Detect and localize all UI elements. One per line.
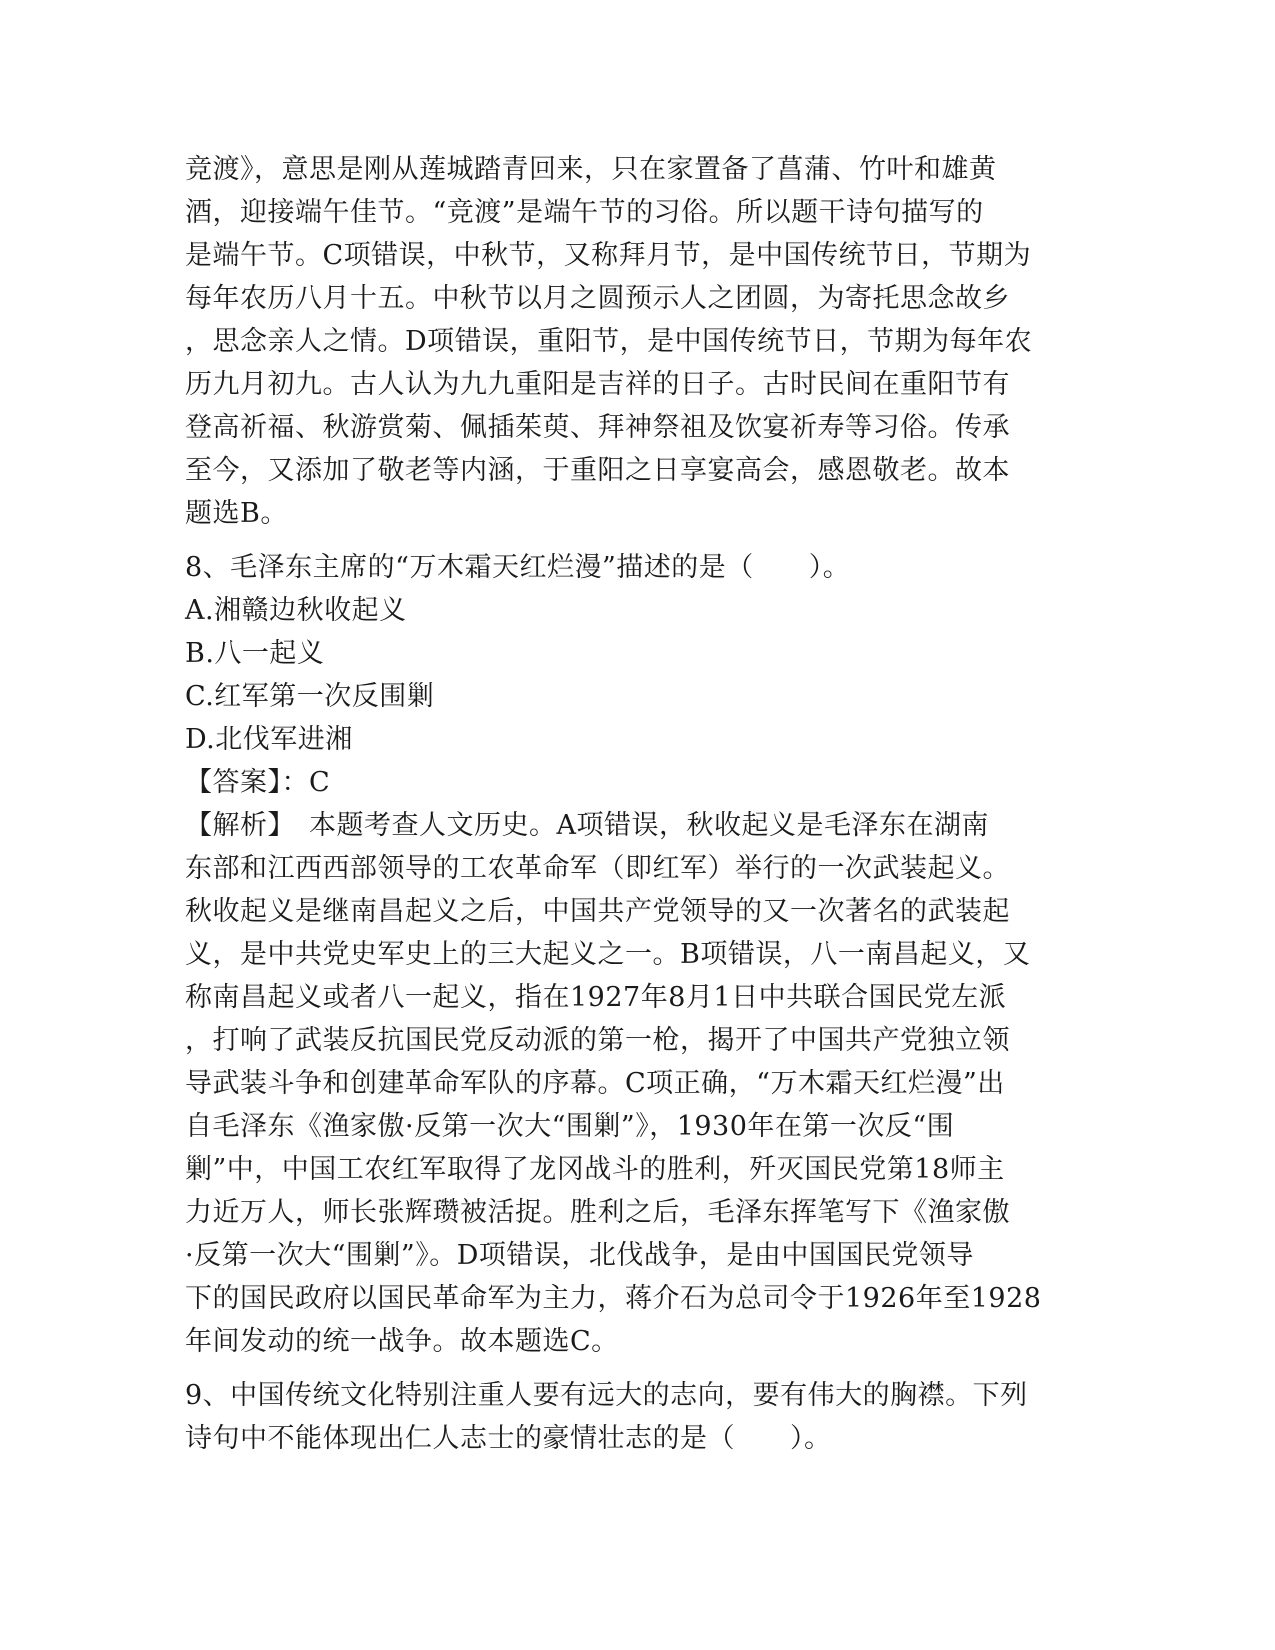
question-9 xyxy=(185,1374,1085,1460)
text-line: 年间发动的统一战争。故本题选C。 xyxy=(185,1326,619,1357)
paragraph-gap xyxy=(185,535,1085,546)
text-line: 称南昌起义或者八一起义，指在1927年8月1日中共联合国民党左派 xyxy=(185,982,1007,1013)
text-line: 是端午节。C项错误，中秋节，又称拜月节，是中国传统节日，节期为 xyxy=(185,240,1032,271)
text-line: ，思念亲人之情。D项错误，重阳节，是中国传统节日，节期为每年农 xyxy=(185,326,1033,357)
text-line: 至今，又添加了敬老等内涵，于重阳之日享宴高会，感恩敬老。故本 xyxy=(185,455,1010,486)
text-line: 剿”中，中国工农红军取得了龙冈战斗的胜利，歼灭国民党第18师主 xyxy=(185,1154,1005,1185)
text-line: 力近万人，师长张辉瓒被活捉。胜利之后，毛泽东挥笔写下《渔家傲 xyxy=(185,1197,1010,1228)
text-line: 东部和江西西部领导的工农革命军（即红军）举行的一次武装起义。 xyxy=(185,853,1010,884)
text-line: 每年农历八月十五。中秋节以月之圆预示人之团圆，为寄托思念故乡 xyxy=(185,283,1010,314)
question-stem: 9、中国传统文化特别注重人要有远大的志向，要有伟大的胸襟。下列 xyxy=(185,1380,1028,1411)
option-d: D.北伐军进湘 xyxy=(185,724,353,755)
text-line: 秋收起义是继南昌起义之后，中国共产党领导的又一次著名的武装起 xyxy=(185,896,1010,927)
previous-explanation xyxy=(185,148,1085,535)
text-line: ，打响了武装反抗国民党反动派的第一枪，揭开了中国共产党独立领 xyxy=(185,1025,1010,1056)
text-line: 登高祈福、秋游赏菊、佩插茱萸、拜神祭祖及饮宴祈寿等习俗。传承 xyxy=(185,412,1010,443)
text-line: 酒，迎接端午佳节。“竞渡”是端午节的习俗。所以题干诗句描写的 xyxy=(185,197,984,228)
analysis xyxy=(185,804,1085,1363)
text-line: 【解析】 本题考查人文历史。A项错误，秋收起义是毛泽东在湖南 xyxy=(185,810,989,841)
text-line: ·反第一次大“围剿”》。D项错误，北伐战争，是由中国国民党领导 xyxy=(185,1240,974,1271)
option-b: B.八一起义 xyxy=(185,638,325,669)
text-line: 导武装斗争和创建革命军队的序幕。C项正确，“万木霜天红烂漫”出 xyxy=(185,1068,1005,1099)
answer-line: 【答案】：C xyxy=(185,767,331,798)
text-line: 下的国民政府以国民革命军为主力，蒋介石为总司令于1926年至1928 xyxy=(185,1283,1042,1314)
text-line: 题选B。 xyxy=(185,498,288,529)
question-8 xyxy=(185,546,1085,1363)
document-page xyxy=(185,148,1085,1460)
paragraph-gap xyxy=(185,1363,1085,1374)
option-c: C.红军第一次反围剿 xyxy=(185,681,435,712)
text-line: 义，是中共党史军史上的三大起义之一。B项错误，八一南昌起义，又 xyxy=(185,939,1031,970)
option-a: A.湘赣边秋收起义 xyxy=(185,595,407,626)
question-stem: 诗句中不能体现出仁人志士的豪情壮志的是（ ）。 xyxy=(185,1423,832,1454)
text-line: 历九月初九。古人认为九九重阳是吉祥的日子。古时民间在重阳节有 xyxy=(185,369,1010,400)
text-line: 竞渡》，意思是刚从莲城踏青回来，只在家置备了菖蒲、竹叶和雄黄 xyxy=(185,154,997,185)
text-line: 自毛泽东《渔家傲·反第一次大“围剿”》，1930年在第一次反“围 xyxy=(185,1111,955,1142)
question-stem: 8、毛泽东主席的“万木霜天红烂漫”描述的是（ ）。 xyxy=(185,552,851,583)
